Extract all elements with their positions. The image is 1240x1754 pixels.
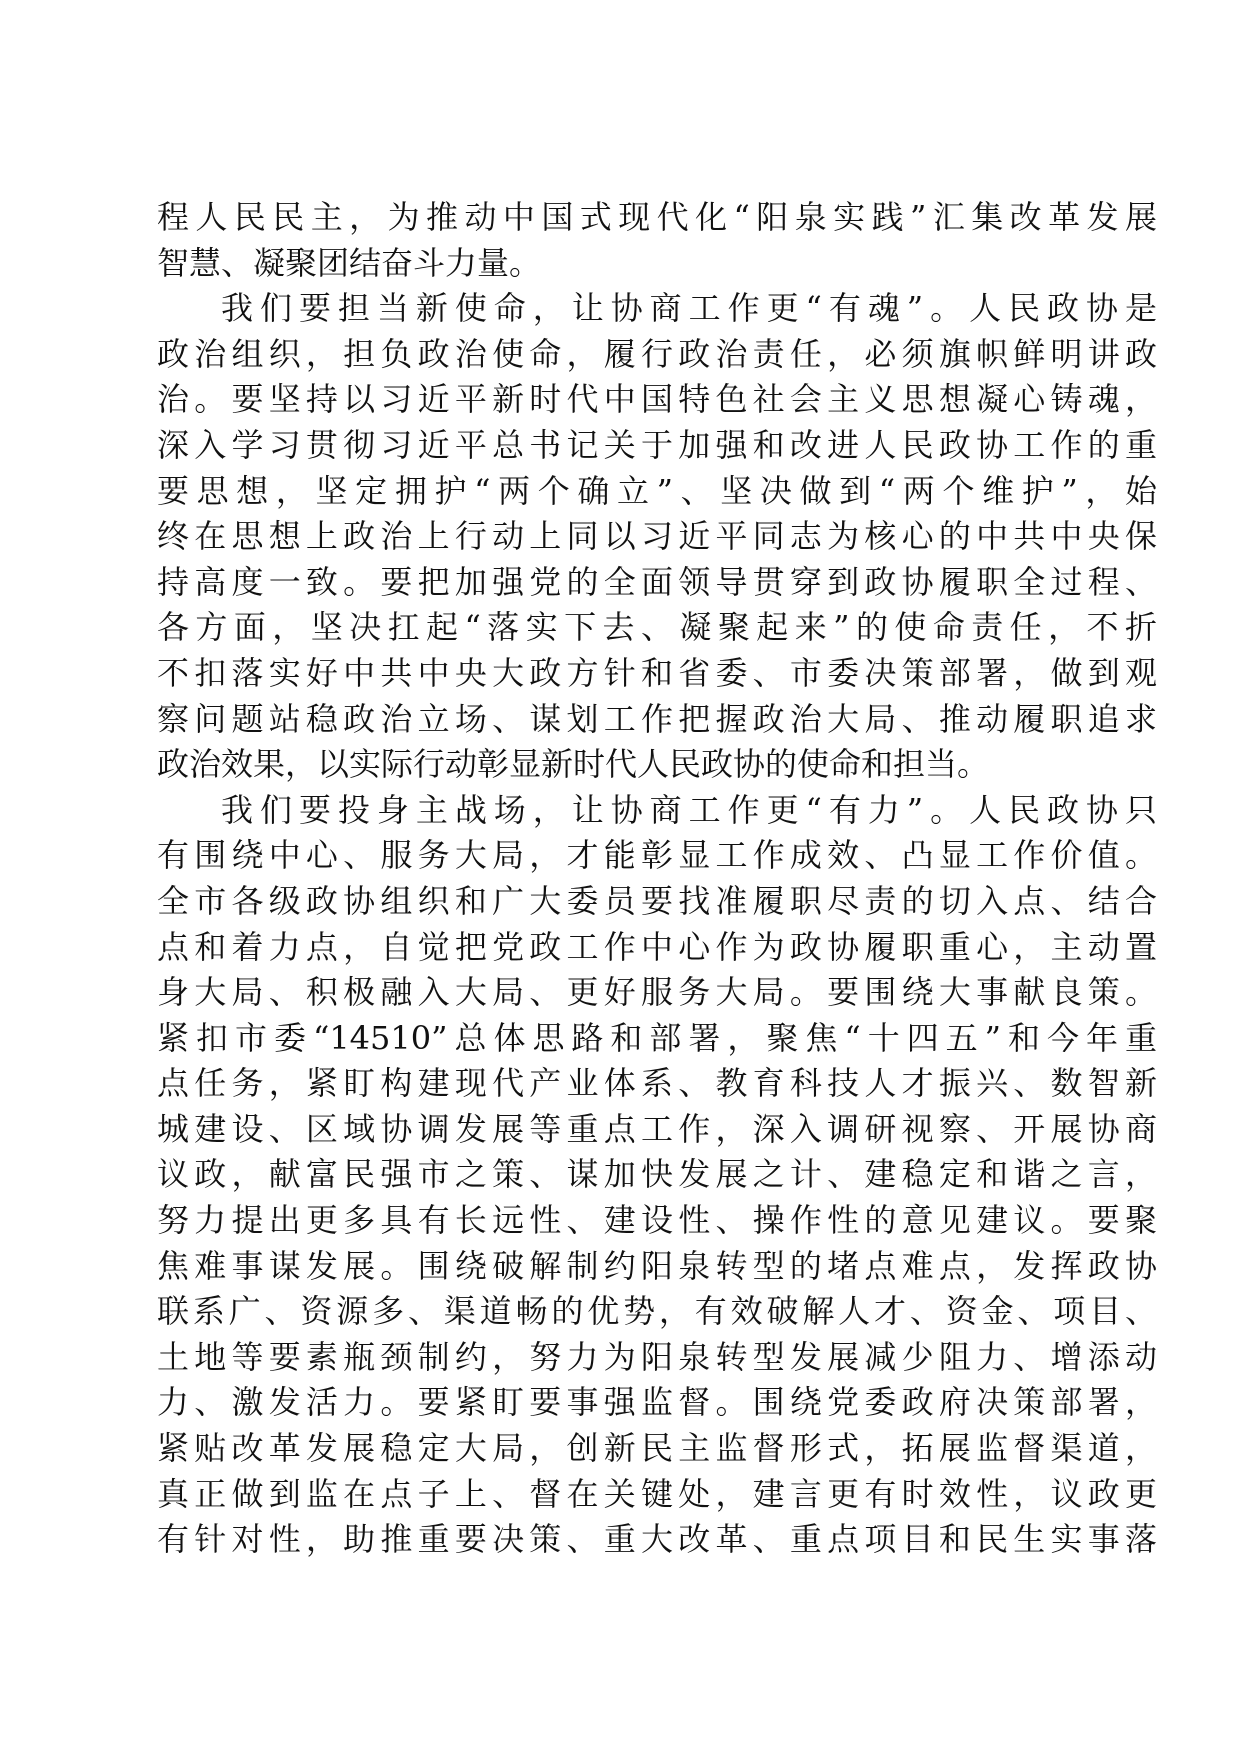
text-line: 焦难事谋发展。围绕破解制约阳泉转型的堵点难点，发挥政协 bbox=[157, 1246, 1157, 1285]
text-line: 联系广、资源多、渠道畅的优势，有效破解人才、资金、项目、 bbox=[157, 1292, 1157, 1331]
text-line: 点任务，紧盯构建现代产业体系、教育科技人才振兴、数智新 bbox=[157, 1064, 1157, 1103]
paragraph bbox=[157, 195, 1157, 286]
text-line: 深入学习贯彻习近平总书记关于加强和改进人民政协工作的重 bbox=[157, 425, 1157, 464]
text-line: 身大局、积极融入大局、更好服务大局。要围绕大事献良策。 bbox=[157, 973, 1157, 1012]
text-line: 城建设、区域协调发展等重点工作，深入调研视察、开展协商 bbox=[157, 1109, 1157, 1148]
text-line: 我们要担当新使命，让协商工作更“有魂”。人民政协是 bbox=[221, 289, 1157, 328]
text-line: 持高度一致。要把加强党的全面领导贯穿到政协履职全过程、 bbox=[157, 562, 1157, 601]
text-line: 察问题站稳政治立场、谋划工作把握政治大局、推动履职追求 bbox=[157, 699, 1157, 738]
body-text bbox=[157, 195, 1157, 1563]
text-line: 紧贴改革发展稳定大局，创新民主监督形式，拓展监督渠道， bbox=[157, 1429, 1157, 1468]
text-line: 力、激发活力。要紧盯要事强监督。围绕党委政府决策部署， bbox=[157, 1383, 1157, 1422]
text-line: 要思想，坚定拥护“两个确立”、坚决做到“两个维护”，始 bbox=[157, 471, 1157, 510]
text-line: 议政，献富民强市之策、谋加快发展之计、建稳定和谐之言， bbox=[157, 1155, 1157, 1194]
text-line: 治。要坚持以习近平新时代中国特色社会主义思想凝心铸魂， bbox=[157, 380, 1157, 419]
text-line: 终在思想上政治上行动上同以习近平同志为核心的中共中央保 bbox=[157, 517, 1157, 556]
text-line: 努力提出更多具有长远性、建设性、操作性的意见建议。要聚 bbox=[157, 1201, 1157, 1240]
text-line: 各方面，坚决扛起“落实下去、凝聚起来”的使命责任，不折 bbox=[157, 608, 1157, 647]
text-line: 不扣落实好中共中央大政方针和省委、市委决策部署，做到观 bbox=[157, 653, 1157, 692]
text-line: 紧扣市委“14510”总体思路和部署，聚焦“十四五”和今年重 bbox=[157, 1018, 1157, 1057]
text-line: 智慧、凝聚团结奋斗力量。 bbox=[157, 243, 542, 282]
text-line: 我们要投身主战场，让协商工作更“有力”。人民政协只 bbox=[221, 790, 1157, 829]
text-line: 有围绕中心、服务大局，才能彰显工作成效、凸显工作价值。 bbox=[157, 836, 1157, 875]
text-line: 程人民民主，为推动中国式现代化“阳泉实践”汇集改革发展 bbox=[157, 198, 1157, 236]
paragraph bbox=[157, 286, 1157, 788]
text-line: 政治组织，担负政治使命，履行政治责任，必须旗帜鲜明讲政 bbox=[157, 334, 1157, 373]
text-line: 全市各级政协组织和广大委员要找准履职尽责的切入点、结合 bbox=[157, 881, 1157, 920]
text-line: 有针对性，助推重要决策、重大改革、重点项目和民生实事落 bbox=[157, 1520, 1157, 1559]
text-line: 土地等要素瓶颈制约，努力为阳泉转型发展减少阻力、增添动 bbox=[157, 1337, 1157, 1376]
paragraph bbox=[157, 788, 1157, 1563]
text-line: 政治效果，以实际行动彰显新时代人民政协的使命和担当。 bbox=[157, 745, 990, 784]
text-line: 真正做到监在点子上、督在关键处，建言更有时效性，议政更 bbox=[157, 1474, 1157, 1513]
text-line: 点和着力点，自觉把党政工作中心作为政协履职重心，主动置 bbox=[157, 927, 1157, 966]
